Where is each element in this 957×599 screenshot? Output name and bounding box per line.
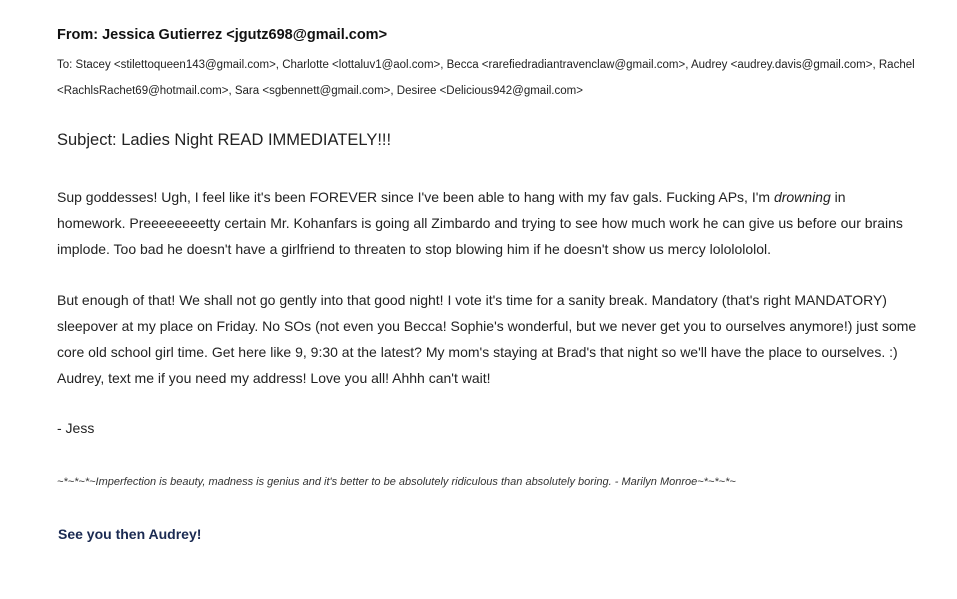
- email-body-paragraph-2: But enough of that! We shall not go gently into that good night! I vote it's time for a sanity break. Mandatory (that's right MANDATORY) sleepover at my place on Friday. No SOs (not even you Becca! Sophie's wonderful, but we never get you to ourselves anymore!) just some core old school girl time. Get here like 9, 9:30 at the latest? My mom's staying at Brad's that night so we'll have the place to ourselves. :) Audrey, text me if you need my address! Love you all! Ahhh can't wait!: [57, 292, 917, 386]
- body-text: Sup goddesses! Ugh, I feel like it's been FOREVER since I've been able to hang with my fav gals. Fucking APs, I'm: [57, 189, 774, 205]
- email-subject: Subject: Ladies Night READ IMMEDIATELY!!!: [57, 131, 392, 149]
- body-emphasis: drowning: [773, 189, 831, 205]
- email-postscript: See you then Audrey!: [58, 526, 202, 542]
- email-body-paragraph-1: [57, 184, 917, 262]
- email-recipients: To: Stacey <stilettoqueen143@gmail.com>, Charlotte <lottaluv1@aol.com>, Becca <rarefiedradiantravenclaw@gmail.com>, Audrey <audrey.davis@gmail.com>, Rachel <RachlsRachet69@hotmail.com>, Sara <sgbennett@gmail.com>, Desiree <Delicious942@gmail.com>: [57, 59, 915, 97]
- email-signoff: - Jess: [57, 420, 95, 436]
- email-from: From: Jessica Gutierrez <jgutz698@gmail.com>: [57, 27, 388, 43]
- email-signature-quote: ~*~*~*~Imperfection is beauty, madness is genius and it's better to be absolutely ridiculous than absolutely boring. - Marilyn Monroe~*~*~*~: [57, 476, 736, 488]
- body-text: in homework. Preeeeeeeetty certain Mr. Kohanfars is going all Zimbardo and trying to see how much work he can give us before our brains implode. Too bad he doesn't have a girlfriend to threaten to stop blowing him if he doesn't show us mercy lololololol.: [57, 189, 903, 257]
